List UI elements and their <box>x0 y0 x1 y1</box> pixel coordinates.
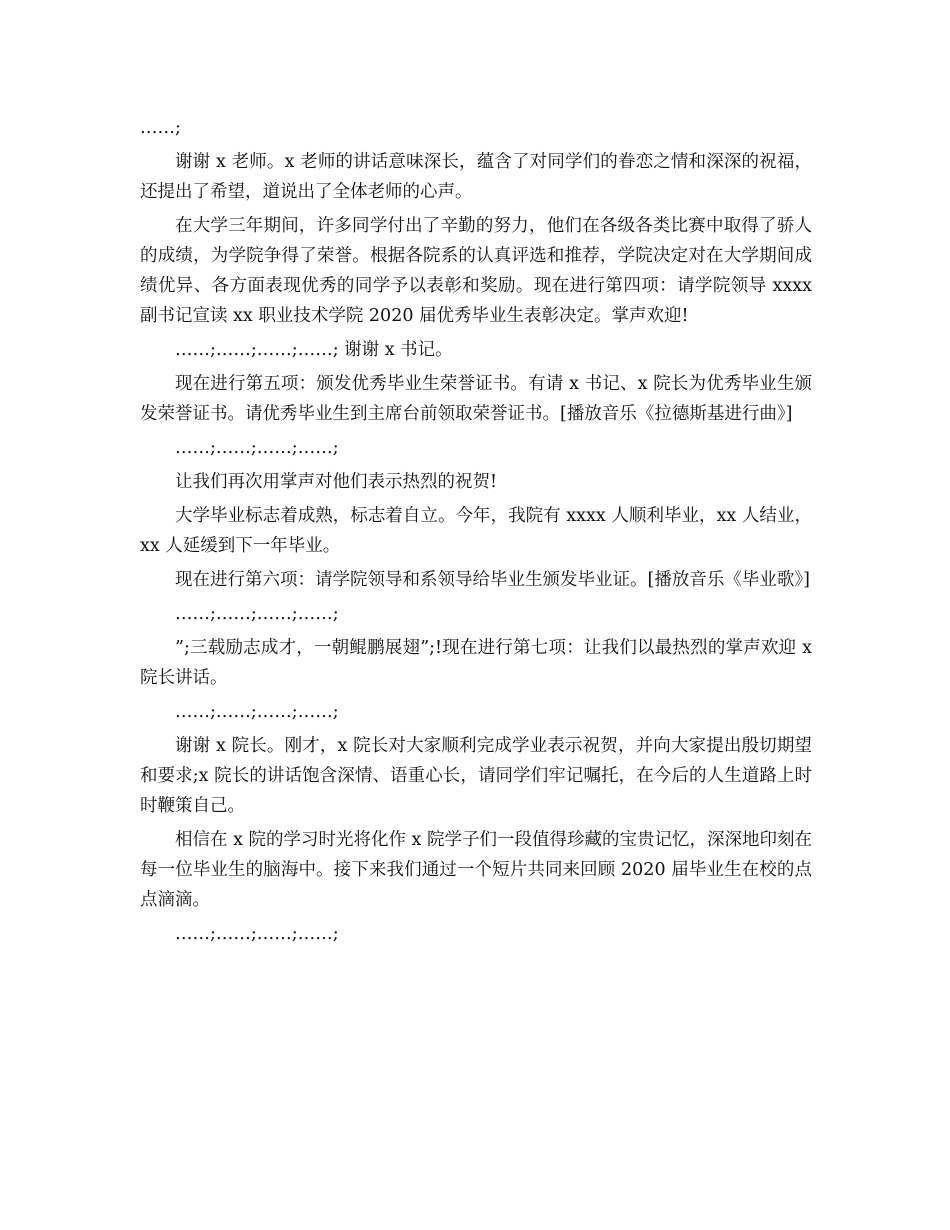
paragraph-6: ……;……;……;……; <box>175 438 339 458</box>
paragraph-10: ……;……;……;……; <box>175 604 339 624</box>
paragraph-11: ”;三载励志成才，一朝鲲鹏展翅”;!现在进行第七项：让我们以最热烈的掌声欢迎 x 院长讲话。 <box>140 638 812 688</box>
paragraph-12: ……;……;……;……; <box>175 702 339 722</box>
paragraph-5: 现在进行第五项：颁发优秀毕业生荣誉证书。有请 x 书记、x 院长为优秀毕业生颁发荣誉证书。请优秀毕业生到主席台前领取荣誉证书。[播放音乐《拉德斯基进行曲》] <box>140 374 812 424</box>
paragraph-3: 在大学三年期间，许多同学付出了辛勤的努力，他们在各级各类比赛中取得了骄人的成绩，为学院争得了荣誉。根据各院系的认真评选和推荐，学院决定对在大学期间成绩优异、各方面表现优秀的同学予以表彰和奖励。现在进行第四项：请学院领导 xxxx 副书记宣读 xx 职业技术学院 2020 届优秀毕业生表彰决定。掌声欢迎! <box>140 216 812 326</box>
paragraph-8: 大学毕业标志着成熟，标志着自立。今年，我院有 xxxx 人顺利毕业，xx 人结业，xx 人延缓到下一年毕业。 <box>140 506 812 556</box>
paragraph-4: ……;……;……;……; 谢谢 x 书记。 <box>175 340 453 360</box>
paragraph-9: 现在进行第六项：请学院领导和系领导给毕业生颁发毕业证。[播放音乐《毕业歌》] <box>175 570 810 590</box>
paragraph-13: 谢谢 x 院长。刚才，x 院长对大家顺利完成学业表示祝贺，并向大家提出殷切期望和要求;x 院长的讲话饱含深情、语重心长，请同学们牢记嘱托，在今后的人生道路上时时鞭策自己。 <box>140 736 812 816</box>
paragraph-2: 谢谢 x 老师。x 老师的讲话意味深长，蕴含了对同学们的眷恋之情和深深的祝福，还提出了希望，道说出了全体老师的心声。 <box>140 152 812 202</box>
document-page <box>140 113 812 953</box>
paragraph-14: 相信在 x 院的学习时光将化作 x 院学子们一段值得珍藏的宝贵记忆，深深地印刻在每一位毕业生的脑海中。接下来我们通过一个短片共同来回顾 2020 届毕业生在校的点点滴滴。 <box>140 830 812 910</box>
paragraph-15: ……;……;……;……; <box>175 924 339 944</box>
paragraph-1: ……; <box>140 118 181 138</box>
paragraph-7: 让我们再次用掌声对他们表示热烈的祝贺! <box>175 472 498 492</box>
